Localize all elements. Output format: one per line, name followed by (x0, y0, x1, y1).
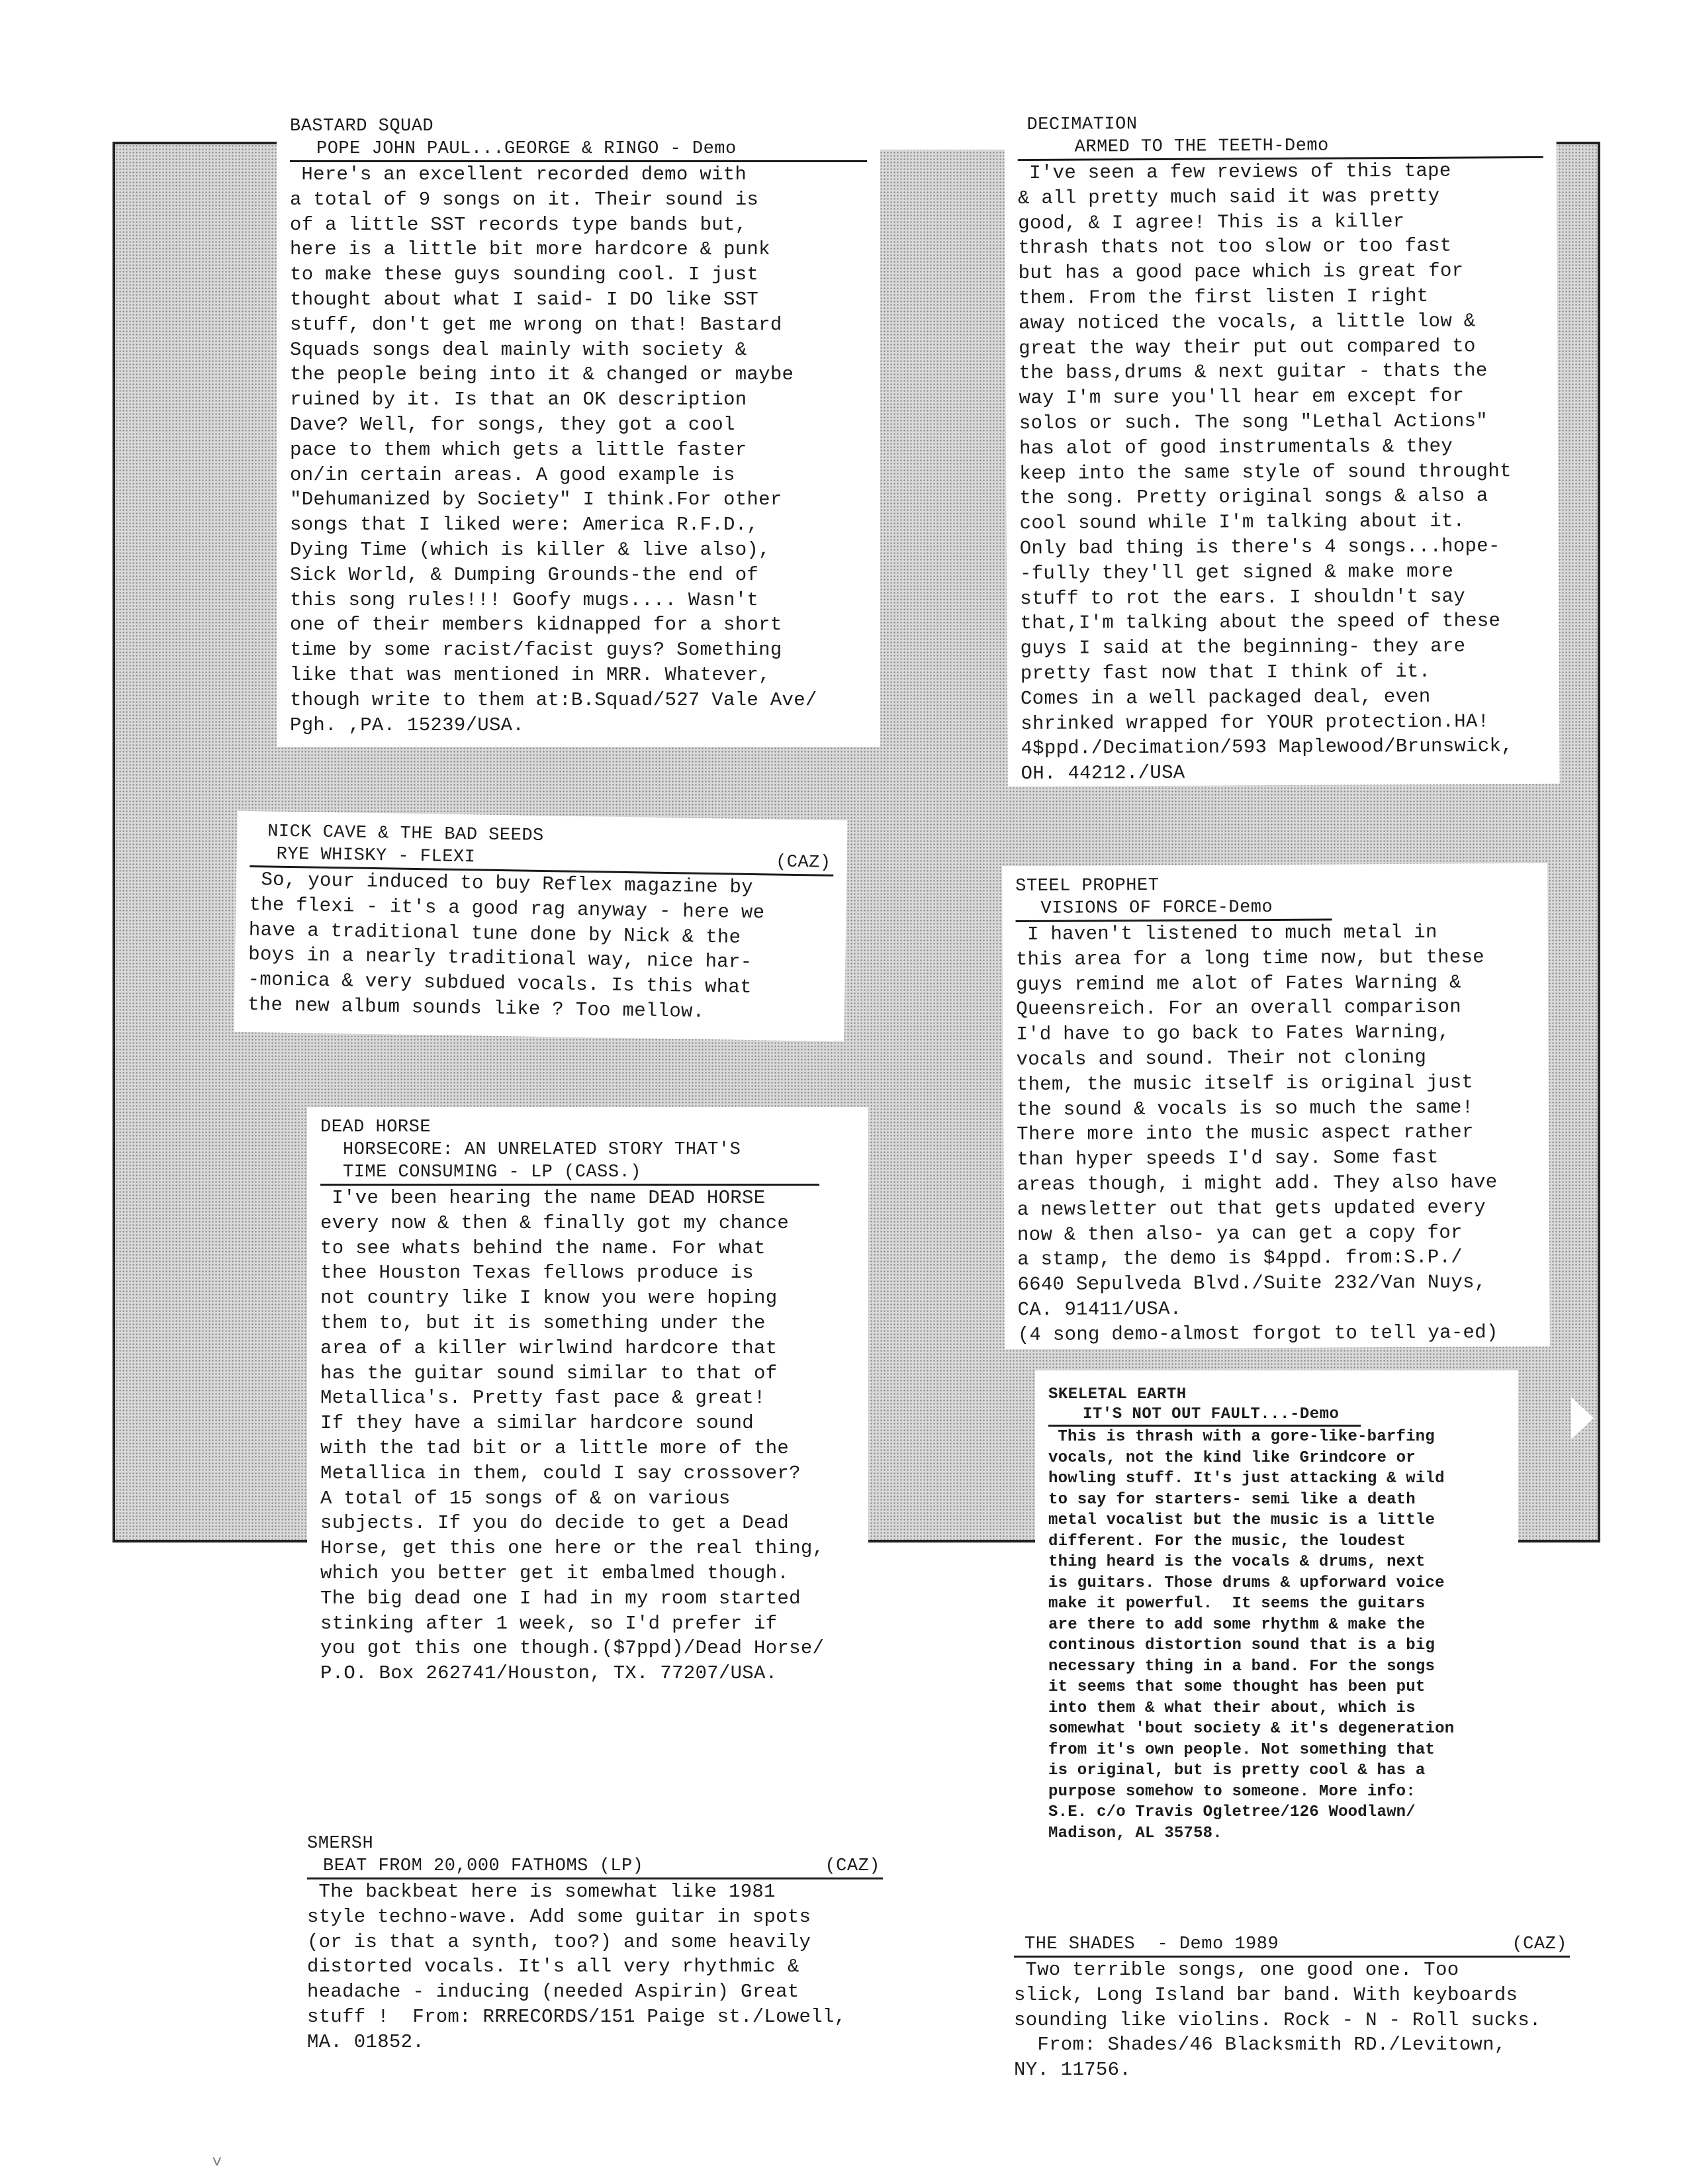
review-line: P.O. Box 262741/Houston, TX. 77207/USA. (320, 1662, 778, 1685)
review-line: distorted vocals. It's all very rhythmic & (307, 1956, 799, 1978)
review-line: is guitars. Those drums & upforward voice (1048, 1574, 1445, 1592)
review-line: of a little SST records type bands but, (290, 213, 747, 236)
review-line: areas though, i might add. They also have (1017, 1171, 1498, 1196)
page-mark: ˅ (212, 2153, 222, 2173)
review-smersh (294, 1823, 896, 2075)
review-line: metal vocalist but the music is a little (1048, 1511, 1436, 1529)
review-line: Comes in a well packaged deal, even (1020, 685, 1431, 710)
review-line: A total of 15 songs of & on various (320, 1487, 731, 1509)
review-line: stuff ! From: RRRECORDS/151 Paige st./Lowell, (307, 2005, 846, 2028)
review-line: (4 song demo-almost forgot to tell ya-ed) (1017, 1321, 1498, 1346)
review-line: 4$ppd./Decimation/593 Maplewood/Brunswick, (1021, 735, 1514, 760)
review-line: which you better get it embalmed though. (320, 1562, 790, 1584)
review-text (1048, 1427, 1505, 1844)
review-line: this area for a long time now, but these (1015, 946, 1485, 971)
review-line: Two terrible songs, one good one. Too (1025, 1959, 1459, 1981)
band-name: SKELETAL EARTH (1048, 1386, 1187, 1403)
review-line: Metallica in them, could I say crossover? (320, 1462, 801, 1484)
review-line: -fully they'll get signed & make more (1019, 560, 1454, 585)
review-line: Dying Time (which is killer & live also), (290, 538, 770, 561)
review-line: but has a good pace which is great for (1018, 260, 1464, 285)
review-line: different. For the music, the loudest (1048, 1532, 1406, 1550)
review-line: are there to add some rhythm & make the (1048, 1615, 1426, 1634)
review-line: So, your induced to buy Reflex magazine by (261, 869, 754, 899)
review-text (1014, 1958, 1570, 2083)
review-line: Metallica's. Pretty fast pace & great! (320, 1387, 766, 1409)
review-line: Only bad thing is there's 4 songs...hope- (1019, 535, 1500, 560)
review-line: vocals and sound. Their not cloning (1016, 1046, 1427, 1071)
review-line: cool sound while I'm talking about it. (1019, 510, 1465, 535)
review-line: thee Houston Texas fellows produce is (320, 1262, 754, 1284)
review-line: Pgh. ,PA. 15239/USA. (290, 714, 525, 736)
review-text (307, 1879, 883, 2055)
review-line: area of a killer wirlwind hardcore that (320, 1337, 778, 1359)
review-line: to see whats behind the name. For what (320, 1237, 766, 1259)
review-line: than hyper speeds I'd say. Some fast (1017, 1146, 1439, 1171)
review-the-shades (1001, 1924, 1583, 2096)
review-line: into them & what their about, which is (1048, 1699, 1416, 1717)
frame-notch (1571, 1397, 1594, 1439)
band-name: DECIMATION (1026, 115, 1138, 136)
review-line: to make these guys sounding cool. I just (290, 263, 759, 286)
review-line: Dave? Well, for songs, they got a cool (290, 413, 735, 436)
review-line: the new album sounds like ? Too mellow. (247, 994, 705, 1023)
review-line: is original, but is pretty cool & has a (1048, 1762, 1426, 1780)
review-line: I haven't listened to much metal in (1026, 921, 1437, 945)
review-line: thing heard is the vocals & drums, next (1048, 1553, 1426, 1571)
review-line: the sound & vocals is so much the same! (1016, 1096, 1474, 1121)
review-line: OH. 44212./USA (1021, 761, 1185, 785)
review-text (320, 1186, 855, 1686)
review-line: stuff, don't get me wrong on that! Bastard (290, 313, 782, 336)
review-line: From: Shades/46 Blacksmith RD./Levitown, (1014, 2034, 1506, 2056)
review-line: & all pretty much said it was pretty (1017, 185, 1440, 209)
review-line: I've seen a few reviews of this tape (1029, 160, 1451, 184)
review-line: you got this one though.($7ppd)/Dead Horse/ (320, 1637, 825, 1660)
review-line: thought about what I said- I DO like SST (290, 288, 759, 310)
release-title-text: - Demo 1989 (1157, 1934, 1279, 1954)
review-line: the people being into it & changed or maybe (290, 363, 794, 386)
review-line: songs that I liked were: America R.F.D., (290, 514, 759, 536)
review-line: continous distortion sound that is a big (1048, 1637, 1436, 1654)
reviewer-credit: (CAZ) (775, 852, 831, 873)
review-skeletal-earth (1035, 1370, 1518, 1867)
review-line: keep into the same style of sound throught (1019, 459, 1512, 485)
review-line: from it's own people. Not something that (1048, 1740, 1436, 1759)
review-line: headache - inducing (needed Aspirin) Great (307, 1981, 799, 2003)
review-line: this song rules!!! Goofy mugs.... Wasn't (290, 589, 759, 611)
review-steel-prophet (1002, 863, 1550, 1349)
review-line: like that was mentioned in MRR. Whatever, (290, 663, 770, 686)
review-line: vocals, not the kind like Grindcore or (1048, 1448, 1416, 1467)
review-line: it seems that some thought has been put (1048, 1678, 1426, 1696)
review-line: The backbeat here is somewhat like 1981 (318, 1881, 776, 1903)
review-text (1018, 158, 1547, 786)
review-line: There more into the music aspect rather (1017, 1121, 1474, 1146)
review-line: stinking after 1 week, so I'd prefer if (320, 1612, 778, 1635)
review-line: necessary thing in a band. For the songs (1048, 1657, 1436, 1676)
review-line: a stamp, the demo is $4ppd. from:S.P./ (1017, 1246, 1463, 1271)
review-line: good, & I agree! This is a killer (1018, 210, 1405, 234)
frame-gap (880, 130, 1013, 150)
review-line: way I'm sure you'll hear em except for (1019, 385, 1465, 410)
review-line: S.E. c/o Travis Ogletree/126 Woodlawn/ (1048, 1803, 1416, 1821)
band-name: BASTARD SQUAD (290, 117, 434, 136)
review-line: -monica & very subdued vocals. Is this what (248, 969, 752, 999)
review-line: I've been hearing the name DEAD HORSE (332, 1187, 766, 1209)
review-text (1016, 920, 1537, 1348)
review-line: the bass,drums & next guitar - thats the (1019, 359, 1488, 385)
review-line: the flexi - it's a good rag anyway - here we (249, 893, 765, 924)
review-line: shrinked wrapped for YOUR protection.HA! (1021, 710, 1490, 735)
review-line: somewhat 'bout society & it's degeneration (1048, 1720, 1455, 1738)
review-line: 6640 Sepulveda Blvd./Suite 232/Van Nuys, (1017, 1271, 1486, 1296)
band-name: NICK CAVE & THE BAD SEEDS (267, 822, 544, 847)
review-line: a newsletter out that gets updated every (1017, 1196, 1486, 1221)
review-line: a total of 9 songs on it. Their sound is (290, 188, 759, 211)
review-line: have a traditional tune done by Nick & the (248, 918, 741, 949)
review-line: CA. 91411/USA. (1017, 1298, 1182, 1321)
review-line: not country like I know you were hoping (320, 1287, 778, 1309)
review-line: the song. Pretty original songs & also a (1019, 485, 1488, 510)
release-title: VISIONS OF FORCE-Demo (1015, 896, 1332, 923)
review-line: every now & then & finally got my chance (320, 1211, 790, 1234)
review-line: "Dehumanized by Society" I think.For other (290, 489, 782, 511)
review-line: solos or such. The song "Lethal Actions" (1019, 410, 1488, 435)
review-line: slick, Long Island bar band. With keyboards (1014, 1983, 1518, 2006)
release-title: IT'S NOT OUT FAULT...-Demo (1048, 1405, 1361, 1427)
review-line: guys remind me alot of Fates Warning & (1015, 971, 1461, 996)
review-line: pretty fast now that I think of it. (1020, 660, 1431, 685)
review-line: style techno-wave. Add some guitar in spots (307, 1905, 811, 1928)
review-line: time by some racist/facist guys? Something (290, 639, 782, 661)
review-line: stuff to rot the ears. I shouldn't say (1020, 585, 1466, 610)
review-line: ruined by it. Is that an OK description (290, 389, 747, 411)
review-line: NY. 11756. (1014, 2059, 1132, 2081)
band-name: STEEL PROPHET (1015, 875, 1160, 897)
review-line: sounding like violins. Rock - N - Roll sucks. (1014, 2009, 1541, 2031)
review-line: purpose somehow to someone. More info: (1048, 1782, 1416, 1801)
review-line: with the tad bit or a little more of the (320, 1437, 790, 1459)
review-line: them, the music itself is original just (1016, 1071, 1474, 1096)
review-line: one of their members kidnapped for a short (290, 614, 782, 636)
review-text (290, 162, 867, 737)
review-line: The big dead one I had in my room started (320, 1587, 801, 1609)
review-line: MA. 01852. (307, 2030, 425, 2053)
release-title-text: BEAT FROM 20,000 FATHOMS (LP) (323, 1856, 644, 1876)
release-title (1014, 1933, 1570, 1958)
release-title (307, 1855, 883, 1879)
review-line: guys I said at the beginning- they are (1020, 635, 1466, 660)
review-line: make it powerful. It seems the guitars (1048, 1595, 1426, 1613)
review-line: Madison, AL 35758. (1048, 1824, 1222, 1842)
review-line: to say for starters- semi like a death (1048, 1490, 1416, 1509)
review-line: This is thrash with a gore-like-barfing (1058, 1428, 1435, 1446)
review-line: them to, but it is something under the (320, 1311, 766, 1334)
reviewer-credit: (CAZ) (1512, 1934, 1567, 1954)
reviewer-credit: (CAZ) (825, 1856, 880, 1876)
review-line: subjects. If you do decide to get a Dead (320, 1512, 790, 1535)
review-dead-horse (307, 1107, 868, 1705)
review-line: has alot of good instrumentals & they (1019, 435, 1453, 459)
review-line: (or is that a synth, too?) and some heavily (307, 1930, 811, 1953)
review-line: here is a little bit more hardcore & punk (290, 238, 770, 261)
review-line: away noticed the vocals, a little low & (1018, 310, 1476, 334)
review-line: Sick World, & Dumping Grounds-the end of (290, 563, 759, 586)
review-line: pace to them which gets a little faster (290, 438, 747, 461)
review-line: that,I'm talking about the speed of these (1020, 610, 1501, 635)
review-line: Here's an excellent recorded demo with (301, 164, 747, 185)
release-title: HORSECORE: AN UNRELATED STORY THAT'S TIME CONSUMING - LP (CASS.) (320, 1139, 819, 1186)
review-text (248, 867, 833, 1027)
band-name: DEAD HORSE (320, 1117, 432, 1137)
release-title: POPE JOHN PAUL...GEORGE & RINGO - Demo (290, 138, 867, 162)
review-decimation (1004, 102, 1559, 786)
review-line: now & then also- ya can get a copy for (1017, 1221, 1463, 1246)
review-line: boys in a nearly traditional way, nice har- (248, 943, 752, 974)
review-line: great the way their put out compared to (1019, 335, 1476, 359)
review-line: Horse, get this one here or the real thing, (320, 1537, 825, 1560)
review-bastard-squad (277, 106, 880, 747)
review-line: on/in certain areas. A good example is (290, 463, 735, 486)
release-title: ARMED TO THE TEETH-Demo (1018, 134, 1543, 161)
review-line: Queensreich. For an overall comparison (1016, 996, 1462, 1021)
release-title-text: RYE WHISKY - FLEXI (276, 844, 476, 868)
review-nick-cave (234, 811, 847, 1041)
review-line: thrash thats not too slow or too fast (1018, 235, 1452, 260)
band-name: THE SHADES (1025, 1934, 1136, 1954)
review-line: though write to them at:B.Squad/527 Vale Ave/ (290, 688, 817, 711)
review-line: Squads songs deal mainly with society & (290, 338, 747, 361)
review-line: howling stuff. It's just attacking & wild (1048, 1470, 1445, 1488)
review-line: If they have a similar hardcore sound (320, 1412, 754, 1435)
review-line: them. From the first listen I right (1018, 285, 1429, 310)
review-line: has the guitar sound similar to that of (320, 1362, 778, 1384)
band-name: SMERSH (307, 1834, 374, 1854)
review-line: I'd have to go back to Fates Warning, (1016, 1021, 1450, 1046)
